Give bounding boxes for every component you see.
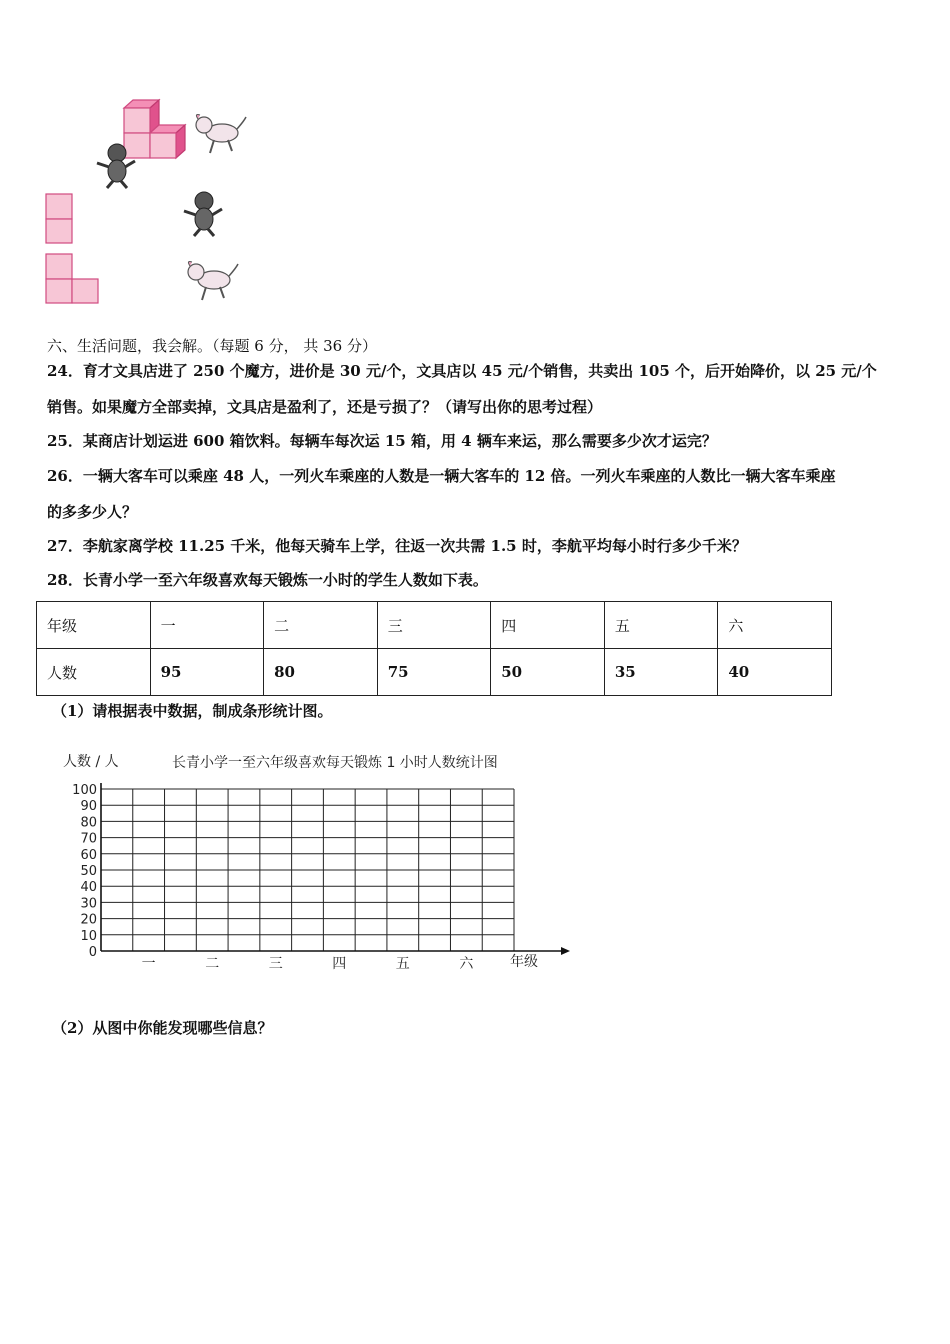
table-cell: 40	[718, 649, 832, 696]
question-26-line-1: 26．一辆大客车可以乘座 48 人，一列火车乘座的人数是一辆大客车的 12 倍。一列火车乘座的人数比一辆大客车乘座	[47, 467, 836, 485]
table-cell: 35	[604, 649, 718, 696]
question-24-line-1: 24．育才文具店进了 250 个魔方，进价是 30 元/个，文具店以 45 元/个销售，共卖出 105 个，后开始降价，以 25 元/个	[47, 362, 877, 380]
dog-icon	[188, 262, 238, 301]
table-cell: 75	[377, 649, 491, 696]
grade-table	[36, 601, 832, 696]
y-tick-label: 100	[72, 783, 97, 798]
x-tick-label: 六	[459, 956, 474, 972]
chart-xlabel: 年级	[510, 954, 538, 970]
table-cell: 六	[718, 602, 832, 649]
y-tick-label: 60	[80, 847, 97, 863]
y-tick-label: 40	[80, 880, 97, 896]
x-axis-arrow	[561, 947, 570, 955]
chart-x-ticks	[142, 956, 475, 972]
table-row	[37, 602, 832, 649]
question-26-line-2: 的多多少人？	[47, 503, 138, 521]
x-tick-label: 五	[395, 956, 410, 972]
monkey-icon	[184, 192, 222, 236]
y-tick-label: 10	[80, 928, 97, 944]
cube-view-top-icon	[46, 254, 98, 303]
sub-question-2: （2）从图中你能发现哪些信息？	[52, 1019, 273, 1037]
x-tick-label: 四	[332, 956, 347, 972]
question-25: 25．某商店计划运进 600 箱饮料。每辆车每次运 15 箱，用 4 辆车来运，那么需要多少次才运完？	[47, 432, 717, 450]
y-tick-label: 70	[80, 831, 97, 847]
chart-y-ticks	[72, 783, 97, 960]
dog-icon	[196, 115, 246, 154]
bar-chart	[55, 745, 585, 975]
x-tick-label: 三	[268, 956, 283, 972]
table-cell: 80	[264, 649, 378, 696]
figures-illustration	[40, 95, 270, 310]
table-cell: 一	[150, 602, 264, 649]
table-cell: 五	[604, 602, 718, 649]
section-title: 六、生活问题，我会解。（每题 6 分， 共 36 分）	[47, 337, 377, 355]
table-cell: 50	[491, 649, 605, 696]
question-27: 27．李航家离学校 11.25 千米，他每天骑车上学，往返一次共需 1.5 时，李航平均每小时行多少千米？	[47, 537, 747, 555]
chart-title: 长青小学一至六年级喜欢每天锻炼 1 小时人数统计图	[172, 755, 498, 771]
chart-ylabel: 人数 / 人	[63, 754, 119, 770]
table-cell: 三	[377, 602, 491, 649]
table-row	[37, 649, 832, 696]
table-cell: 人数	[37, 649, 151, 696]
table-cell: 年级	[37, 602, 151, 649]
chart-grid	[101, 783, 570, 955]
y-tick-label: 20	[80, 912, 97, 928]
y-tick-label: 0	[88, 945, 97, 960]
cube-stack-icon	[124, 100, 185, 158]
table-cell: 四	[491, 602, 605, 649]
y-tick-label: 80	[80, 815, 97, 831]
x-tick-label: 一	[141, 956, 156, 972]
table-cell: 二	[264, 602, 378, 649]
y-tick-label: 90	[80, 799, 97, 815]
y-tick-label: 50	[80, 864, 97, 879]
x-tick-label: 二	[205, 956, 220, 972]
y-tick-label: 30	[80, 896, 97, 912]
cube-view-front-icon	[46, 194, 72, 243]
question-24-line-2: 销售。如果魔方全部卖掉，文具店是盈利了，还是亏损了？（请写出你的思考过程）	[47, 398, 603, 416]
table-cell: 95	[150, 649, 264, 696]
sub-question-1: （1）请根据表中数据，制成条形统计图。	[52, 702, 333, 720]
question-28: 28．长青小学一至六年级喜欢每天锻炼一小时的学生人数如下表。	[47, 571, 488, 589]
